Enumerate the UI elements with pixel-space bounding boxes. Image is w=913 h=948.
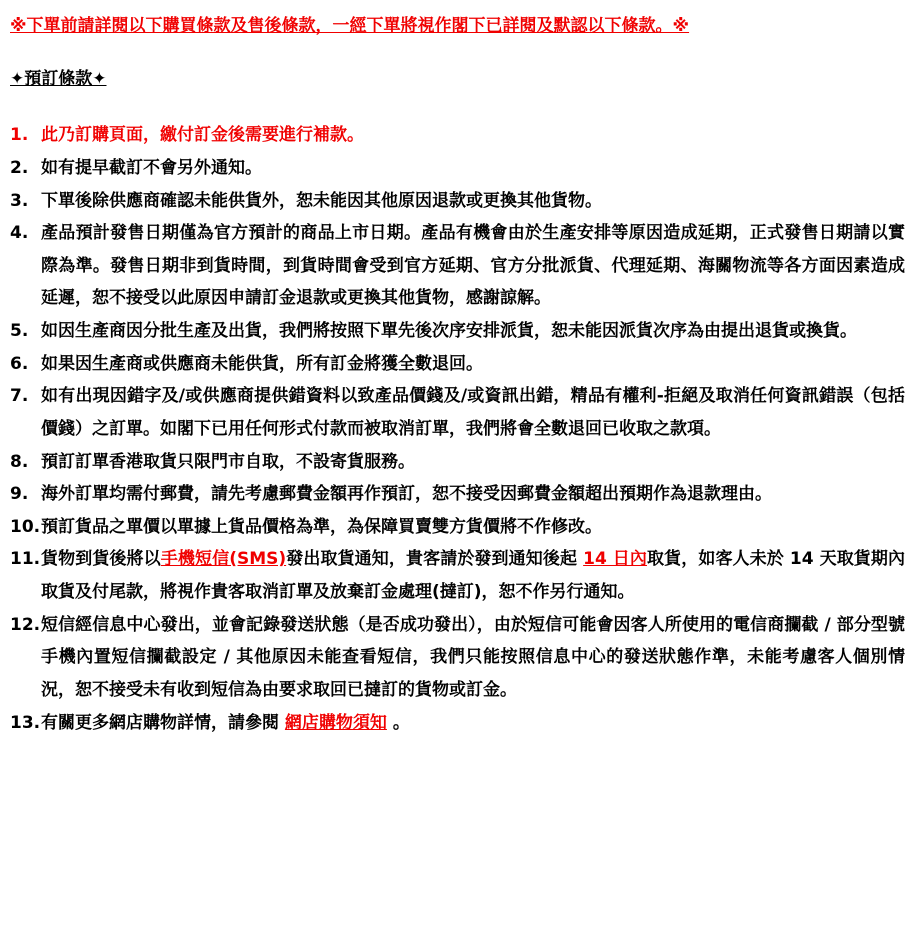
terms-list	[10, 119, 905, 739]
term-segment: 預訂訂單香港取貨只限門市自取，不設寄貨服務。	[41, 451, 415, 472]
term-item	[10, 348, 905, 381]
term-item	[10, 152, 905, 185]
term-number: 13.	[10, 712, 41, 733]
term-segment: 海外訂單均需付郵費，請先考慮郵費金額再作預訂，恕不接受因郵費金額超出預期作為退款理由。	[41, 484, 772, 505]
term-number: 10.	[10, 516, 41, 537]
term-segment: 產品預計發售日期僅為官方預計的商品上市日期。產品有機會由於生產安排等原因造成延期，正式發售日期請以實際為準。發售日期非到貨時間，到貨時間會受到官方延期、官方分批派貨、代理延期、海關物流等各方面因素造成延遲，恕不接受以此原因申請訂金退款或更換其他貨物，感謝諒解。	[41, 223, 905, 309]
term-text	[41, 478, 905, 511]
term-segment: 14 日內	[583, 549, 648, 570]
term-segment: 下單後除供應商確認未能供貨外，恕未能因其他原因退款或更換其他貨物。	[41, 190, 602, 211]
term-item	[10, 707, 905, 740]
term-segment: 如有出現因錯字及/或供應商提供錯資料以致產品價錢及/或資訊出錯，精品有權利-拒絕及取消任何資訊錯誤（包括價錢）之訂單。如閣下已用任何形式付款而被取消訂單，我們將會全數退回已收取之款項。	[41, 386, 905, 439]
term-item	[10, 609, 905, 707]
term-text	[41, 446, 905, 479]
term-text	[41, 119, 905, 152]
term-item	[10, 446, 905, 479]
term-segment: 取貨，如客人未於 14 天取貨期內取貨及付尾款，將視作貴客取消訂單及放棄訂金處理(撻訂)，恕不作另行通知。	[41, 549, 906, 602]
term-number: 11.	[10, 549, 41, 570]
term-segment: 如有提早截訂不會另外通知。	[41, 157, 262, 178]
section-title: ✦預訂條款✦	[10, 68, 107, 89]
term-number: 6.	[10, 353, 29, 374]
term-text	[41, 185, 905, 218]
term-segment: 如果因生產商或供應商未能供貨，所有訂金將獲全數退回。	[41, 353, 483, 374]
term-segment: 如因生產商因分批生產及出貨，我們將按照下單先後次序安排派貨，恕未能因派貨次序為由提出退貨或換貨。	[41, 321, 857, 341]
term-segment: 預訂貨品之單價以單據上貨品價格為準，為保障買賣雙方貨價將不作修改。	[41, 516, 602, 537]
term-segment: 貨物到貨後將以	[41, 549, 161, 570]
term-text	[41, 707, 905, 740]
term-text	[41, 543, 905, 608]
term-item	[10, 380, 905, 445]
term-number: 9.	[10, 484, 29, 505]
term-number: 3.	[10, 190, 29, 211]
term-number: 5.	[10, 321, 29, 341]
term-number: 12.	[10, 614, 41, 635]
term-segment: 手機短信(SMS)	[160, 549, 287, 570]
term-item	[10, 543, 905, 608]
term-text	[41, 348, 905, 381]
term-segment: 短信經信息中心發出，並會記錄發送狀態（是否成功發出），由於短信可能會因客人所使用的電信商攔截 / 部分型號手機內置短信攔截設定 / 其他原因未能查看短信，我們只能按照信息中心的發送狀態作準，未能考慮客人個別情況，恕不接受未有收到短信為由要求取回已撻訂的貨物或訂金。	[41, 614, 905, 700]
term-number: 2.	[10, 157, 29, 178]
term-number: 7.	[10, 386, 29, 407]
shop-guide-link[interactable]: 網店購物須知	[284, 712, 387, 733]
term-segment: 此乃訂購頁面，繳付訂金後需要進行補款。	[41, 125, 364, 146]
term-item	[10, 478, 905, 511]
page-title: ※下單前請詳閱以下購買條款及售後條款，一經下單將視作閣下已詳閱及默認以下條款。※	[10, 16, 690, 36]
term-segment: 。	[386, 712, 410, 733]
term-item	[10, 315, 905, 348]
term-text	[41, 609, 905, 707]
term-text	[41, 152, 905, 185]
term-item	[10, 185, 905, 218]
term-segment: 有關更多網店購物詳情，請參閱	[41, 712, 285, 733]
term-text	[41, 315, 905, 348]
term-text	[41, 511, 905, 544]
term-item	[10, 511, 905, 544]
term-text	[41, 217, 905, 315]
term-segment: 發出取貨通知，貴客請於發到通知後起	[286, 549, 584, 570]
term-number: 8.	[10, 451, 29, 472]
term-number: 1.	[10, 125, 29, 146]
term-text	[41, 380, 905, 445]
term-number: 4.	[10, 223, 29, 244]
term-item	[10, 217, 905, 315]
term-item	[10, 119, 905, 152]
